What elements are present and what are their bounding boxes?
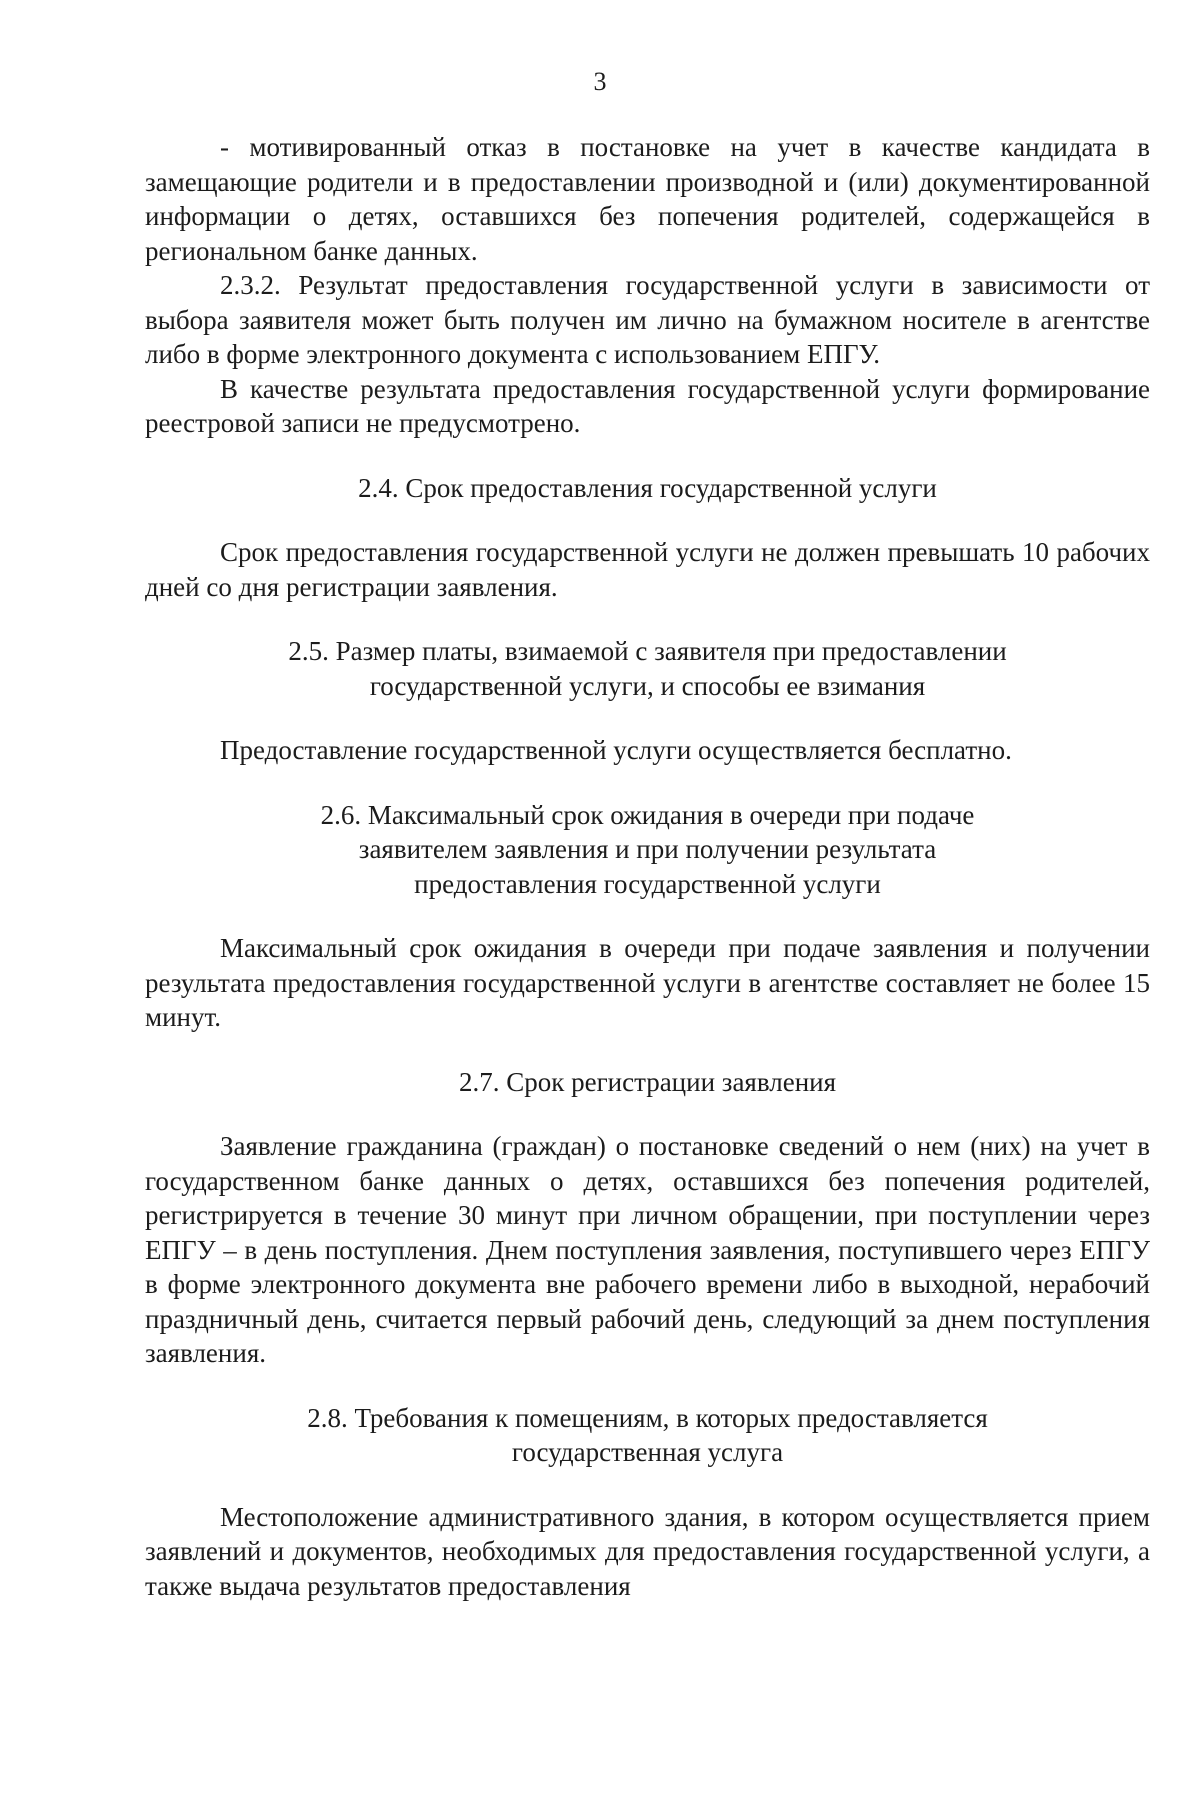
paragraph-registry-record: В качестве результата предоставления государственной услуги формирование реестровой записи не предусмотрено. [145, 373, 1150, 438]
paragraph-free-of-charge: Предоставление государственной услуги осуществляется бесплатно. [220, 735, 1012, 765]
section-heading-2-7: 2.7. Срок регистрации заявления [458, 1066, 837, 1097]
paragraph-registration: Заявление гражданина (граждан) о постановке сведений о нем (них) на учет в государственном банке данных о детях, оставшихся без попечения родителей, регистрируется в течение 30 минут при личном обращении, при поступлении через ЕПГУ – в день поступления. Днем поступления заявления, поступившего через ЕПГУ в форме электронного документа вне рабочего времени либо в выходной, нерабочий праздничный день, считается первый рабочий день, следующий за днем поступления заявления. [145, 1131, 1150, 1368]
paragraph-2-3-2: 2.3.2. Результат предоставления государственной услуги в зависимости от выбора заявителя может быть получен им лично на бумажном носителе в агентстве либо в форме электронного документа с использованием ЕПГУ. [145, 270, 1150, 369]
section-heading-2-4: 2.4. Срок предоставления государственной услуги [358, 472, 937, 503]
section-heading-2-8: 2.8. Требования к помещениям, в которых предоставляется государственная услуга [307, 1402, 988, 1467]
document-body [145, 130, 1150, 1603]
paragraph-waiting-time: Максимальный срок ожидания в очереди при подаче заявления и получении результата предоставления государственной услуги в агентстве составляет не более 15 минут. [145, 933, 1150, 1032]
paragraph-refusal: - мотивированный отказ в постановке на учет в качестве кандидата в замещающие родители и в предоставлении производной и (или) документированной информации о детях, оставшихся без попечения родителей, содержащейся в региональном банке данных. [145, 132, 1150, 266]
section-heading-2-5: 2.5. Размер платы, взимаемой с заявителя при предоставлении государственной услуги, и способы ее взимания [288, 636, 1007, 701]
paragraph-location: Местоположение административного здания, в котором осуществляется прием заявлений и документов, необходимых для предоставления государственной услуги, а также выдача результатов предоставления [145, 1501, 1150, 1601]
paragraph-term: Срок предоставления государственной услуги не должен превышать 10 рабочих дней со дня регистрации заявления. [145, 537, 1150, 602]
section-heading-2-6: 2.6. Максимальный срок ожидания в очереди при подаче заявителем заявления и при получении результата предоставления государственной услуги [320, 799, 975, 899]
page-number: 3 [593, 67, 607, 96]
